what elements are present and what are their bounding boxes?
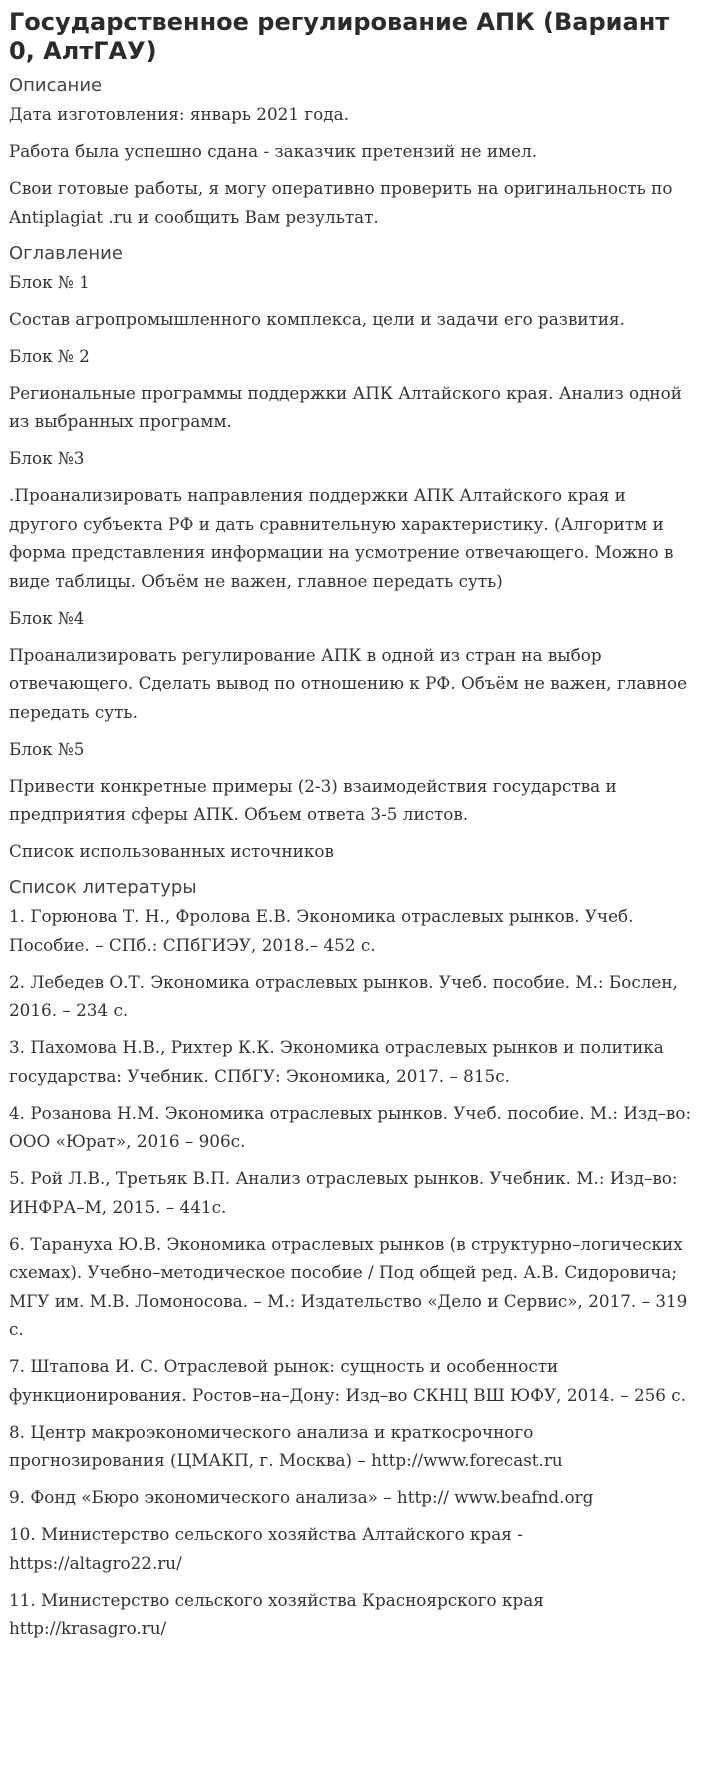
- block-text: Проанализировать регулирование АПК в одной из стран на выбор отвечающего. Сделать вывод по отношению к РФ. Объём не важен, главное передать суть.: [9, 644, 688, 722]
- description-heading: Описание: [9, 75, 103, 96]
- description-antiplagiat: Свои готовые работы, я могу оперативно проверить на оригинальность по Antiplagiat .ru и сообщить Вам результат.: [9, 178, 673, 227]
- literature-item: 6. Тарануха Ю.В. Экономика отраслевых рынков (в структурно–логических схемах). Учебно–методическое пособие / Под общей ред. А.В. Сидоровича; МГУ им. М.В. Ломоносова. – М.: Издательство «Дело и Сервис», 2017. – 319 с.: [9, 1233, 688, 1339]
- sources-heading: Список использованных источников: [9, 841, 334, 861]
- page-title: Государственное регулирование АПК (Вариант 0, АлтГАУ): [9, 8, 670, 65]
- literature-item: 2. Лебедев О.Т. Экономика отраслевых рынков. Учеб. пособие. М.: Бослен, 2016. – 234 с.: [9, 971, 678, 1020]
- literature-item: 1. Горюнова Т. Н., Фролова Е.В. Экономика отраслевых рынков. Учеб. Пособие. – СПб.: СПбГИЭУ, 2018.– 452 с.: [9, 906, 634, 955]
- literature-item: 9. Фонд «Бюро экономического анализа» – http:// www.beafnd.org: [9, 1487, 594, 1507]
- block-title: Блок № 2: [9, 345, 90, 366]
- block-title: Блок № 1: [9, 271, 90, 292]
- block-title: Блок №4: [9, 607, 85, 628]
- literature-item: 3. Пахомова Н.В., Рихтер К.К. Экономика отраслевых рынков и политика государства: Учебник. СПбГУ: Экономика, 2017. – 815с.: [9, 1037, 664, 1086]
- description-status: Работа была успешно сдана - заказчик претензий не имел.: [9, 141, 538, 161]
- literature-item: 7. Штапова И. С. Отраслевой рынок: сущность и особенности функционирования. Ростов–на–Дону: Изд–во СКНЦ ВШ ЮФУ, 2014. – 256 с.: [9, 1356, 687, 1405]
- description-date: Дата изготовления: январь 2021 года.: [9, 104, 349, 124]
- block-text: Состав агропромышленного комплекса, цели и задачи его развития.: [9, 308, 625, 329]
- literature-item: 4. Розанова Н.М. Экономика отраслевых рынков. Учеб. пособие. М.: Изд–во: ООО «Юрат», 2016 – 906с.: [9, 1102, 692, 1151]
- literature-item: 8. Центр макроэкономического анализа и краткосрочного прогнозирования (ЦМАКП, г. Москва) – http://www.forecast.ru: [9, 1421, 563, 1470]
- toc-heading: Оглавление: [9, 242, 123, 264]
- block-title: Блок №3: [9, 448, 85, 468]
- literature-item: 5. Рой Л.В., Третьяк В.П. Анализ отраслевых рынков. Учебник. М.: Изд–во: ИНФРА–М, 2015. – 441с.: [9, 1168, 678, 1217]
- block-text: Привести конкретные примеры (2-3) взаимодействия государства и предприятия сферы АПК. Объем ответа 3-5 листов.: [9, 775, 617, 824]
- block-title: Блок №5: [9, 738, 85, 759]
- literature-item: 10. Министерство сельского хозяйства Алтайского края - https://altagro22.ru/: [9, 1524, 523, 1573]
- block-text: .Проанализировать направления поддержки АПК Алтайского края и другого субъекта РФ и дать сравнительную характеристику. (Алгоритм и форма представления информации на усмотрение отвечающего. Можно в виде таблицы. Объём не важен, главное передать суть): [9, 485, 674, 591]
- literature-heading: Список литературы: [9, 877, 197, 898]
- literature-item: 11. Министерство сельского хозяйства Красноярского края http://krasagro.ru/: [9, 1589, 544, 1638]
- block-text: Региональные программы поддержки АПК Алтайского края. Анализ одной из выбранных программ.: [9, 382, 682, 431]
- literature-section: [9, 874, 692, 1643]
- product-page: [0, 8, 701, 1643]
